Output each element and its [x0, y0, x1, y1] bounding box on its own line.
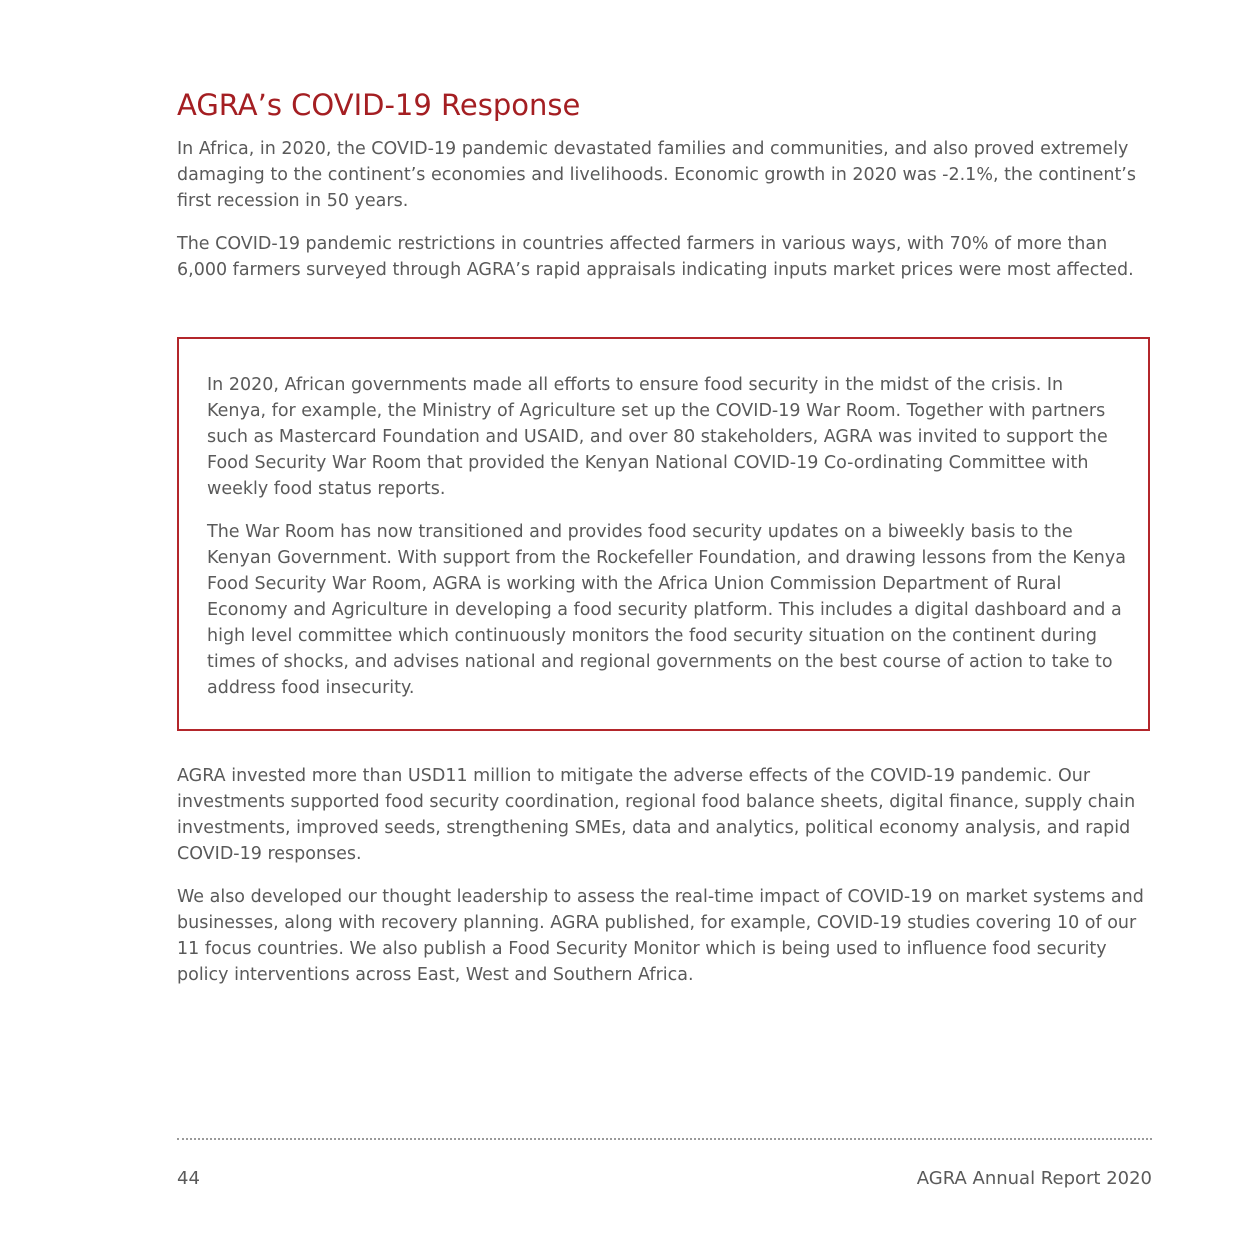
report-name: AGRA Annual Report 2020 — [916, 1168, 1152, 1189]
outro-section — [177, 763, 1152, 1005]
report-page — [177, 0, 1152, 1240]
callout-paragraph-1: In 2020, African governments made all efforts to ensure food security in the midst of the crisis. In Kenya, for example, the Ministry of Agriculture set up the COVID-19 War Room. Together with partners such as Mastercard Foundation and USAID, and over 80 stakeholders, AGRA was invited to support the Food Security War Room that provided the Kenyan National COVID-19 Co-ordinating Committee with weekly food status reports. — [207, 375, 1108, 499]
outro-paragraph-1: AGRA invested more than USD11 million to mitigate the adverse effects of the COVID-19 pandemic. Our investments supported food security coordination, regional food balance sheets, digital finance, supply chain investments, improved seeds, strengthening SMEs, data and analytics, political economy analysis, and rapid COVID-19 responses. — [177, 766, 1136, 864]
callout-paragraph-2: The War Room has now transitioned and provides food security updates on a biweekly basis to the Kenyan Government. With support from the Rockefeller Foundation, and drawing lessons from the Kenya Food Security War Room, AGRA is working with the Africa Union Commission Department of Rural Economy and Agriculture in developing a food security platform. This includes a digital dashboard and a high level committee which continuously monitors the food security situation on the continent during times of shocks, and advises national and regional governments on the best course of action to take to address food insecurity. — [207, 522, 1126, 698]
footer-divider — [177, 1138, 1152, 1140]
intro-paragraph-2: The COVID-19 pandemic restrictions in countries affected farmers in various ways, with 70% of more than 6,000 farmers surveyed through AGRA’s rapid appraisals indicating inputs market prices were most affected. — [177, 234, 1134, 280]
page-number: 44 — [177, 1168, 200, 1189]
callout-content — [207, 372, 1127, 718]
intro-section — [177, 136, 1152, 300]
page-title: AGRA’s COVID-19 Response — [177, 88, 581, 122]
callout-box — [177, 337, 1150, 731]
intro-paragraph-1: In Africa, in 2020, the COVID-19 pandemic devastated families and communities, and also proved extremely damaging to the continent’s economies and livelihoods. Economic growth in 2020 was -2.1%, the continent’s first recession in 50 years. — [177, 139, 1136, 211]
outro-paragraph-2: We also developed our thought leadership to assess the real-time impact of COVID-19 on market systems and businesses, along with recovery planning. AGRA published, for example, COVID-19 studies covering 10 of our 11 focus countries. We also publish a Food Security Monitor which is being used to influence food security policy interventions across East, West and Southern Africa. — [177, 887, 1144, 985]
